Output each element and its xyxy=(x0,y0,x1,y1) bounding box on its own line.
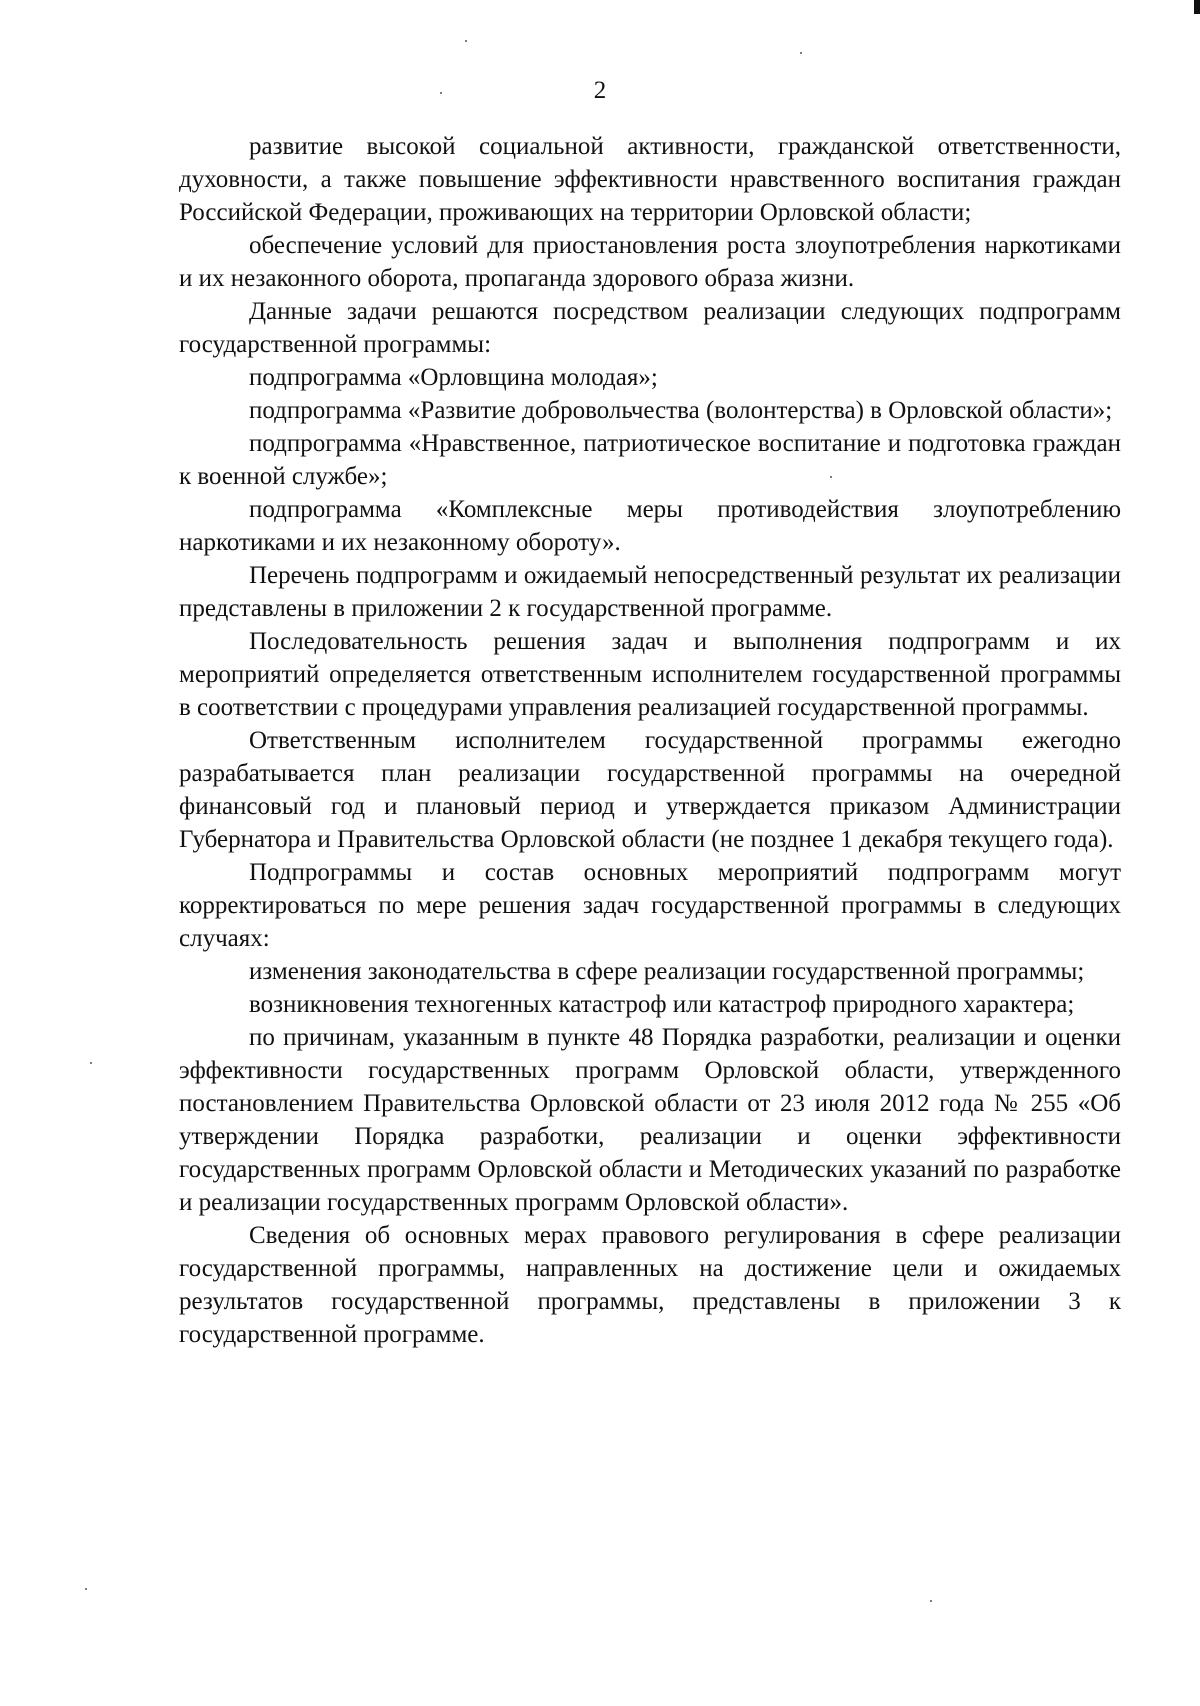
scan-speck xyxy=(465,40,467,42)
scan-speck xyxy=(930,1600,932,1602)
paragraph: изменения законодательства в сфере реализации государственной программы; xyxy=(249,958,1085,985)
paragraph: Сведения об основных мерах правового регулирования в сфере реализации государственной программы, направленных на достижение цели и ожидаемых результатов государственной программы, представлены в приложении 3 к государственной программе. xyxy=(179,1222,1121,1348)
paragraph: подпрограмма «Нравственное, патриотическое воспитание и подготовка граждан к военной службе»; xyxy=(179,430,1121,490)
scan-speck xyxy=(85,1588,87,1590)
paragraph: подпрограмма «Комплексные меры противодействия злоупотреблению наркотиками и их незаконному обороту». xyxy=(179,496,1121,556)
paragraph: подпрограмма «Развитие добровольчества (волонтерства) в Орловской области»; xyxy=(249,397,1113,424)
paragraph: Подпрограммы и состав основных мероприятий подпрограмм могут корректироваться по мере решения задач государственной программы в следующих случаях: xyxy=(179,859,1121,952)
paragraph: Данные задачи решаются посредством реализации следующих подпрограмм государственной программы: xyxy=(179,298,1121,358)
paragraph: подпрограмма «Орловщина молодая»; xyxy=(249,364,658,391)
scan-edge-mark xyxy=(1194,0,1200,14)
paragraph: Ответственным исполнителем государственной программы ежегодно разрабатывается план реализации государственной программы на очередной финансовый год и плановый период и утверждается приказом Администрации Губернатора и Правительства Орловской области (не позднее 1 декабря текущего года). xyxy=(179,727,1121,853)
paragraph: Перечень подпрограмм и ожидаемый непосредственный результат их реализации представлены в приложении 2 к государственной программе. xyxy=(179,562,1121,622)
paragraph: по причинам, указанным в пункте 48 Порядка разработки, реализации и оценки эффективности государственных программ Орловской области, утвержденного постановлением Правительства Орловской области от 23 июля 2012 года № 255 «Об утверждении Порядка разработки, реализации и оценки эффективности государственных программ Орловской области и Методических указаний по разработке и реализации государственных программ Орловской области». xyxy=(179,1024,1121,1216)
paragraph: обеспечение условий для приостановления роста злоупотребления наркотиками и их незаконного оборота, пропаганда здорового образа жизни. xyxy=(179,232,1121,292)
paragraph: возникновения техногенных катастроф или катастроф природного характера; xyxy=(249,991,1075,1018)
document-body xyxy=(179,130,1121,1351)
scan-speck xyxy=(90,1062,92,1064)
scan-speck xyxy=(800,52,802,54)
paragraph: Последовательность решения задач и выполнения подпрограмм и их мероприятий определяется ответственным исполнителем государственной программы в соответствии с процедурами управления реализацией государственной программы. xyxy=(179,628,1121,721)
page-number: 2 xyxy=(593,77,607,104)
paragraph: развитие высокой социальной активности, гражданской ответственности, духовности, а также повышение эффективности нравственного воспитания граждан Российской Федерации, проживающих на территории Орловской области; xyxy=(179,133,1121,226)
